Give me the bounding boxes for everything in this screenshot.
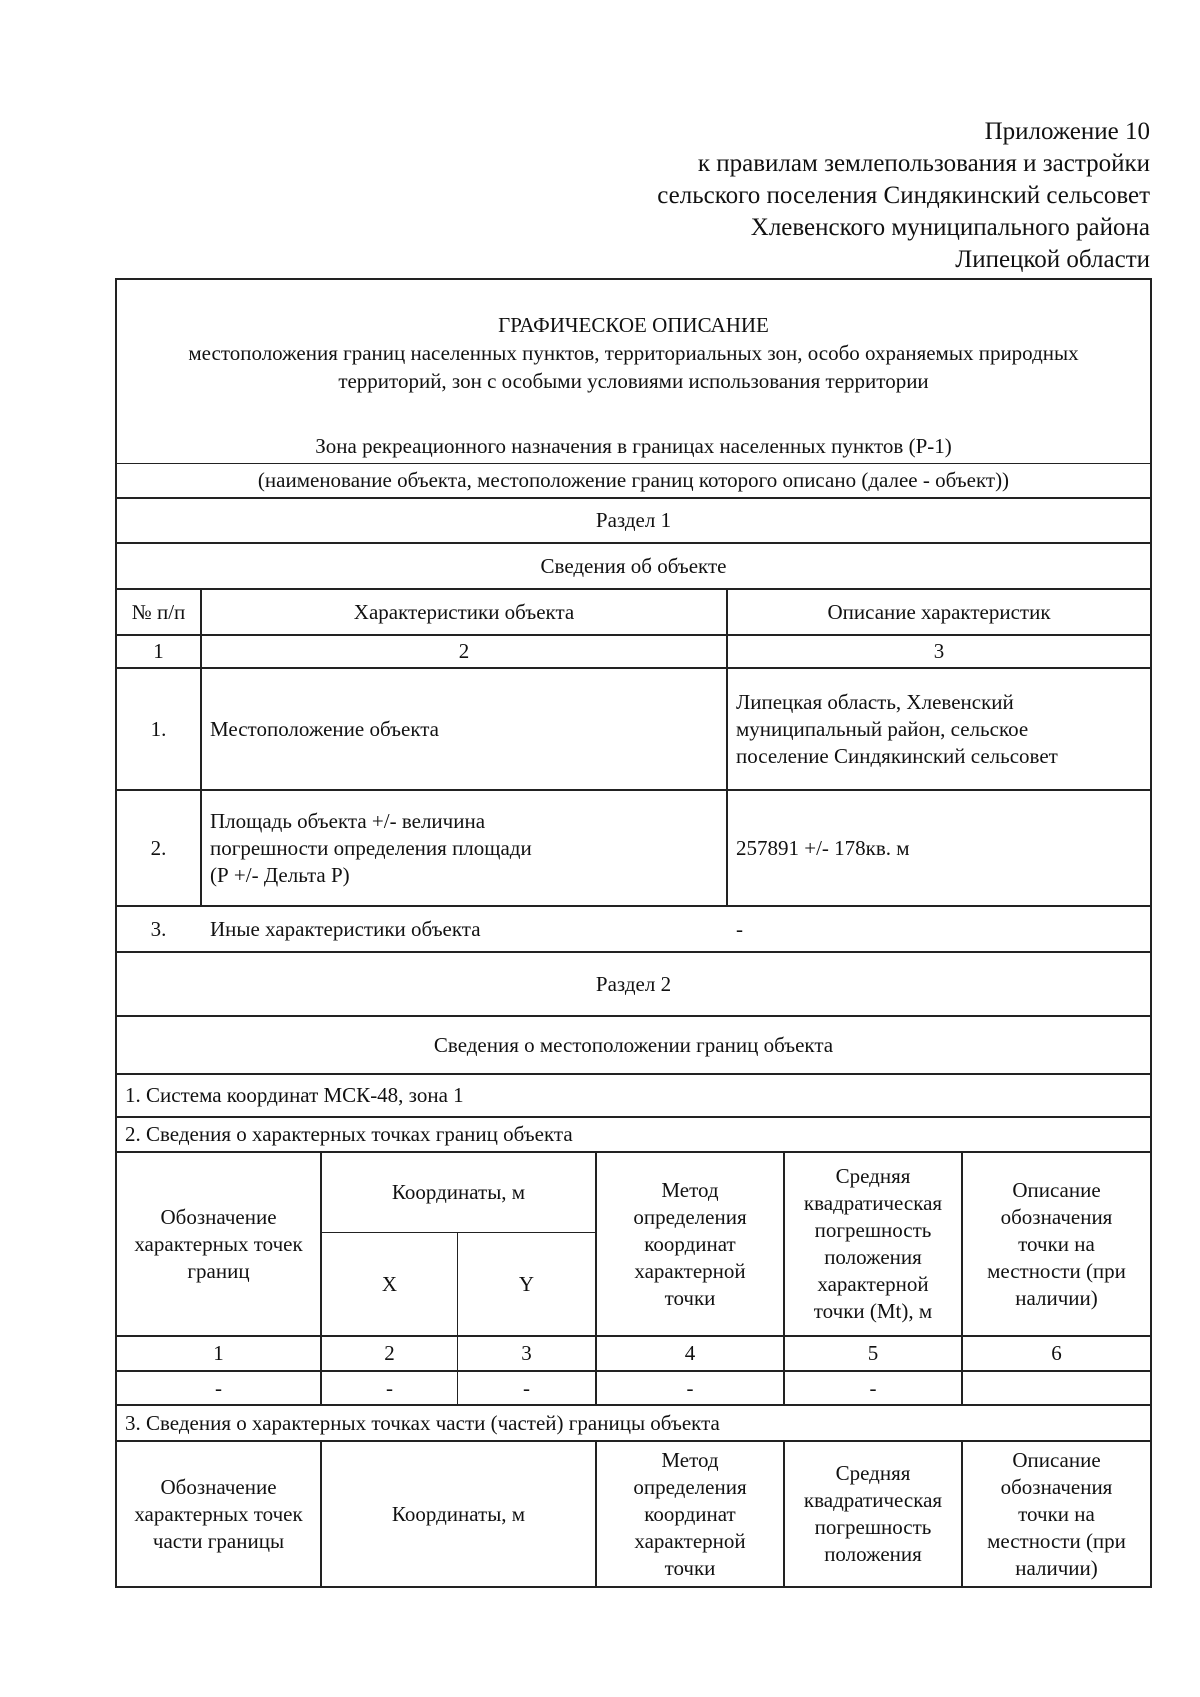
section-1-label: Раздел 1 bbox=[595, 508, 672, 532]
points-heading: 2. Сведения о характерных точках границ объекта bbox=[125, 1122, 573, 1146]
object-caption: (наименование объекта, местоположение границ которого описано (далее - объект)) bbox=[257, 468, 1010, 492]
cell-x: - bbox=[386, 1375, 393, 1400]
coordinate-system: 1. Система координат МСК-48, зона 1 bbox=[125, 1083, 464, 1107]
section-1-heading: Сведения об объекте bbox=[540, 553, 727, 578]
column-header-part-error: Средняя квадратическая погрешность положения bbox=[803, 1461, 943, 1566]
row-characteristic: Местоположение объекта bbox=[210, 716, 440, 741]
appendix-number: Приложение 10 bbox=[984, 118, 1150, 145]
appendix-line-4: Хлевенского муниципального района bbox=[750, 214, 1150, 241]
section-2-label: Раздел 2 bbox=[595, 971, 672, 996]
column-index-3: 3 bbox=[933, 639, 945, 663]
column-header-point-designation: Обозначение характерных точек границ bbox=[134, 1204, 303, 1283]
row-number: 2. bbox=[150, 835, 167, 860]
column-index-5: 5 bbox=[867, 1341, 879, 1365]
column-header-coordinates: Координаты, м bbox=[391, 1180, 526, 1204]
column-index-2: 2 bbox=[384, 1341, 395, 1365]
document-title bbox=[117, 310, 1150, 396]
appendix-line-5: Липецкой области bbox=[955, 246, 1150, 273]
column-header-x: X bbox=[381, 1271, 398, 1296]
cell-method: - bbox=[686, 1375, 694, 1400]
column-index-4: 4 bbox=[684, 1341, 696, 1365]
row-characteristic: Иные характеристики объекта bbox=[210, 916, 481, 941]
row-number: 3. bbox=[150, 916, 167, 941]
cell-point-description bbox=[963, 1372, 1150, 1404]
zone-name: Зона рекреационного назначения в границах населенных пунктов (Р-1) bbox=[315, 433, 952, 458]
row-number: 1. bbox=[150, 716, 167, 741]
row-description: 257891 +/- 178кв. м bbox=[736, 835, 910, 860]
appendix-line-2: к правилам землепользования и застройки bbox=[697, 150, 1150, 177]
column-header-number: № п/п bbox=[131, 599, 186, 624]
cell-error: - bbox=[869, 1375, 877, 1400]
column-header-y: Y bbox=[518, 1271, 535, 1296]
column-index-3: 3 bbox=[521, 1341, 532, 1365]
column-header-part-point-designation: Обозначение характерных точек части границы bbox=[134, 1474, 303, 1553]
row-description: - bbox=[736, 916, 743, 941]
title-subtitle-1: местоположения границ населенных пунктов, территориальных зон, особо охраняемых природных bbox=[188, 341, 1079, 365]
column-header-point-description: Описание обозначения точки на местности (при наличии) bbox=[987, 1177, 1126, 1310]
title-subtitle-2: территорий, зон с особыми условиями использования территории bbox=[338, 369, 929, 393]
column-index-2: 2 bbox=[458, 639, 470, 663]
row-description: Липецкая область, Хлевенский муниципальный район, сельское поселение Синдякинский сельсовет bbox=[736, 689, 1058, 768]
appendix-line-3: сельского поселения Синдякинский сельсовет bbox=[657, 182, 1150, 209]
column-header-description: Описание характеристик bbox=[827, 599, 1051, 624]
section-2-heading: Сведения о местоположении границ объекта bbox=[433, 1032, 834, 1057]
parts-heading: 3. Сведения о характерных точках части (частей) границы объекта bbox=[125, 1410, 720, 1435]
column-header-error: Средняя квадратическая погрешность положения характерной точки (Mt), м bbox=[803, 1164, 943, 1323]
column-index-1: 1 bbox=[153, 639, 164, 663]
appendix-header bbox=[657, 116, 1150, 276]
row-characteristic: Площадь объекта +/- величина погрешности определения площади (Р +/- Дельта Р) bbox=[210, 808, 532, 887]
column-index-6: 6 bbox=[1051, 1341, 1062, 1365]
column-header-method: Метод определения координат характерной точки bbox=[633, 1177, 747, 1310]
column-header-characteristics: Характеристики объекта bbox=[353, 599, 575, 624]
column-header-part-coordinates: Координаты, м bbox=[391, 1501, 526, 1526]
column-header-part-method: Метод определения координат характерной точки bbox=[633, 1447, 747, 1580]
column-index-1: 1 bbox=[213, 1341, 224, 1365]
cell-point-designation: - bbox=[215, 1375, 222, 1400]
title-heading: ГРАФИЧЕСКОЕ ОПИСАНИЕ bbox=[498, 313, 769, 337]
cell-y: - bbox=[523, 1375, 530, 1400]
column-header-part-point-description: Описание обозначения точки на местности (при наличии) bbox=[987, 1447, 1126, 1580]
